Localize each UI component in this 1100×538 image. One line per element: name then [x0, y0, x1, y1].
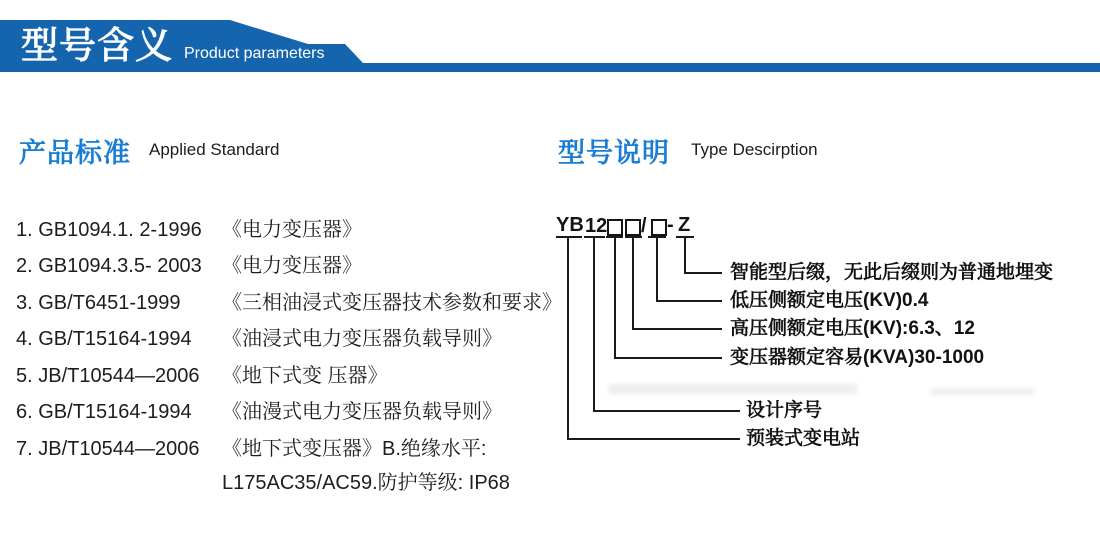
- applied-standard-heading-zh: 产品标准: [19, 138, 131, 168]
- ghost-text-artifact: [608, 384, 858, 394]
- standard-title: L175AC35/AC59.防护等级: IP68: [222, 472, 510, 494]
- standard-title: 《油浸式电力变压器负载导则》: [222, 328, 502, 350]
- model-prefix: YB: [556, 214, 584, 236]
- type-description-heading-zh: 型号说明: [558, 138, 670, 168]
- standard-row: [16, 327, 502, 351]
- model-design-number: 12: [585, 215, 608, 237]
- standard-title: 《油漫式电力变压器负载导则》: [222, 401, 502, 423]
- diagram-label-high-voltage: 高压侧额定电压(KV):6.3、12: [730, 318, 975, 339]
- banner-title: 型号含义: [21, 25, 173, 66]
- standard-row: [16, 254, 362, 278]
- standard-code: 6. GB/T15164-1994: [16, 401, 192, 423]
- standard-code: [16, 471, 222, 495]
- diagram-label-prefab-substation: 预装式变电站: [746, 428, 861, 449]
- standard-row: [16, 291, 562, 315]
- standard-row: [16, 364, 388, 388]
- standard-row: [16, 437, 486, 461]
- standard-row: [16, 218, 362, 242]
- diagram-label-low-voltage: 低压侧额定电压(KV)0.4: [730, 290, 929, 311]
- standard-code: 2. GB1094.3.5- 2003: [16, 255, 202, 277]
- standard-row: [16, 400, 502, 424]
- standard-title: 《三相油浸式变压器技术参数和要求》: [222, 292, 562, 314]
- ghost-text-artifact: [930, 388, 1035, 395]
- standard-code: 3. GB/T6451-1999: [16, 292, 181, 314]
- standard-code: 4. GB/T15164-1994: [16, 328, 192, 350]
- standard-title: 《地下式变 压器》: [222, 365, 388, 387]
- diagram-label-smart-suffix: 智能型后缀，无此后缀则为普通地埋变: [730, 262, 1054, 283]
- model-dash: -: [667, 214, 674, 236]
- diagram-label-rated-capacity: 变压器额定容易(KVA)30-1000: [730, 347, 985, 368]
- type-description-heading-en: Type Descirption: [691, 140, 818, 159]
- banner-subtitle: Product parameters: [184, 45, 325, 62]
- diagram-label-design-serial: 设计序号: [746, 400, 823, 421]
- standard-title: 《电力变压器》: [222, 255, 362, 277]
- standard-title: 《地下式变压器》B.绝缘水平:: [222, 438, 487, 460]
- standard-title: 《电力变压器》: [222, 219, 362, 241]
- model-suffix: Z: [678, 214, 691, 236]
- standard-code: 7. JB/T10544—2006: [16, 438, 200, 460]
- standard-code: 5. JB/T10544—2006: [16, 365, 200, 387]
- standard-code: 1. GB1094.1. 2-1996: [16, 219, 202, 241]
- applied-standard-heading-en: Applied Standard: [149, 140, 280, 159]
- standard-row-continuation: [16, 471, 510, 495]
- model-slash: /: [641, 215, 647, 237]
